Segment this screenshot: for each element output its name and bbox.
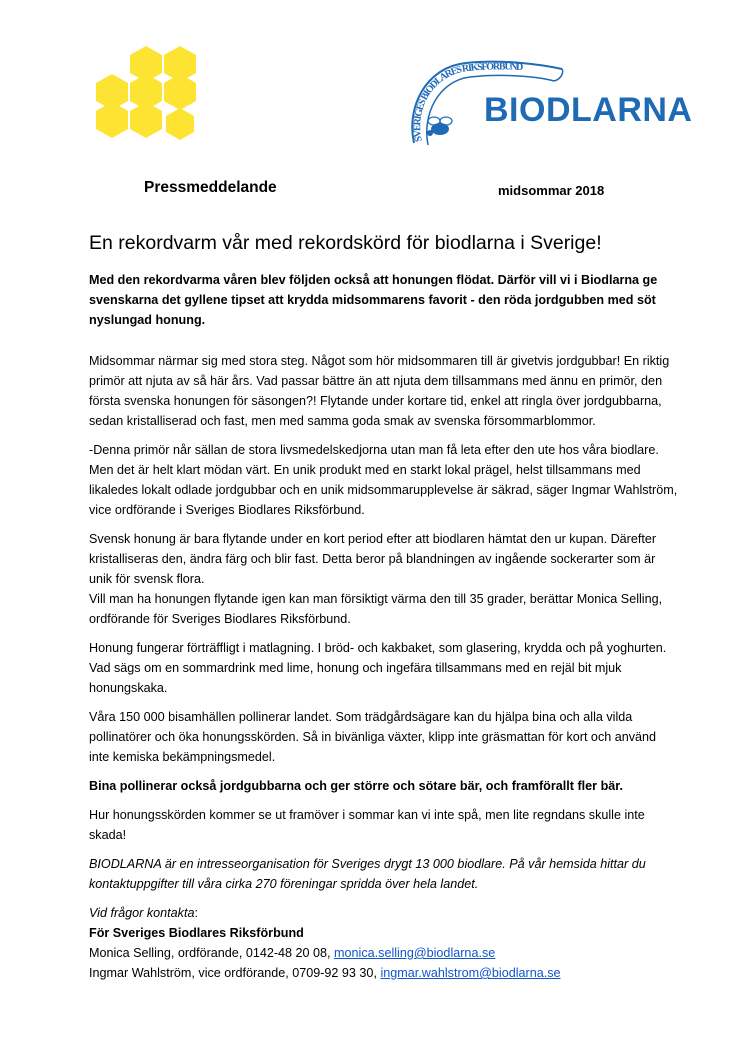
- about-paragraph: BIODLARNA är en intresseorganisation för Sveriges drygt 13 000 biodlare. På vår hemsida hittar du kontaktuppgifter till våra cirka 270 föreningar spridda över hela landet.: [89, 857, 646, 891]
- headline: En rekordvarm vår med rekordskörd för biodlarna i Sverige!: [89, 232, 602, 254]
- email-link[interactable]: monica.selling@biodlarna.se: [334, 946, 496, 960]
- org-arc-text: SVERIGES BIODLARES RIKSFÖRBUND: [412, 61, 524, 143]
- contact-intro: Vid frågor kontakta: [89, 906, 195, 920]
- paragraph: -Denna primör når sällan de stora livsmedelskedjorna utan man få leta efter den ute hos våra biodlare. Men det är helt klart mödan värt. En unik produkt med en starkt lokal prägel, helst tillsammans med likaledes lokalt odlade jordgubbar och en unik midsommarupplevelse är säkrad, säger Ingmar Wahlström, vice ordförande i Sveriges Biodlares Riksförbund.: [89, 443, 678, 517]
- article-body: [89, 270, 679, 992]
- bee-icon: [427, 117, 452, 136]
- intro-paragraph: Med den rekordvarma våren blev följden också att honungen flödat. Därför vill vi i Biodlarna ge svenskarna det gyllene tipset att krydda midsommarens favorit - den röda jordgubben med söt nyslungad honung.: [89, 273, 658, 327]
- paragraph: Våra 150 000 bisamhällen pollinerar landet. Som trädgårdsägare kan du hjälpa bina och alla vilda pollinatörer och öka honungsskörden. Så in bivänliga växter, klipp inte gräsmattan för kort och använd inte kemiska bekämpningsmedel.: [89, 710, 657, 764]
- document-date: midsommar 2018: [498, 183, 605, 198]
- paragraph-group: [89, 529, 679, 629]
- document-label: Pressmeddelande: [144, 179, 277, 196]
- contact-person: [89, 963, 679, 983]
- contact-org: För Sveriges Biodlares Riksförbund: [89, 926, 304, 940]
- bold-statement: Bina pollinerar också jordgubbarna och ger större och sötare bär, och framförallt fler bär.: [89, 779, 623, 793]
- paragraph: Svensk honung är bara flytande under en kort period efter att biodlaren hämtat den ur kupan. Därefter kristalliseras den, ändra färg och blir fast. Detta beror på blandningen av ingående sockerarter som är unik för svensk flora.: [89, 532, 657, 586]
- contact-details: Monica Selling, ordförande, 0142-48 20 08,: [89, 946, 335, 960]
- honeycomb-cell: [96, 102, 128, 138]
- honeycomb-cell: [166, 108, 194, 140]
- paragraph: Honung fungerar förträffligt i matlagning. I bröd- och kakbaket, som glasering, krydda och på yoghurten. Vad sägs om en sommardrink med lime, honung och ingefära tillsammans med en rejäl bit mjuk honungskaka.: [89, 641, 667, 695]
- contact-block: [89, 903, 679, 983]
- contact-details: Ingmar Wahlström, vice ordförande, 0709-92 93 30,: [89, 966, 381, 980]
- honeycomb-cell: [130, 102, 162, 138]
- contact-person: [89, 943, 679, 963]
- paragraph: Midsommar närmar sig med stora steg. Något som hör midsommaren till är givetvis jordgubbar! En riktig primör att njuta av så här års. Vad passar bättre än att njuta dem tillsammans med ännu en primör, den första svenska honungen för säsongen?! Flytande under kortare tid, enkel att ringla över jordgubbarna, sedan kristalliserad och fast, men med samma goda smak av svenska försommarblommor.: [89, 354, 670, 428]
- honeycomb-logo: [84, 44, 208, 152]
- contact-intro-line: [89, 903, 679, 923]
- honeycomb-cell: [164, 74, 196, 110]
- paragraph: Vill man ha honungen flytande igen kan man försiktigt värma den till 35 grader, berättar Monica Selling, ordförande för Sveriges Biodlares Riksförbund.: [89, 592, 663, 626]
- contact-colon: :: [194, 906, 198, 920]
- org-name: BIODLARNA: [484, 91, 693, 129]
- closing-paragraph: Hur honungsskörden kommer se ut framöver i sommar kan vi inte spå, men lite regndans skulle inte skada!: [89, 808, 645, 842]
- email-link[interactable]: ingmar.wahlstrom@biodlarna.se: [380, 966, 561, 980]
